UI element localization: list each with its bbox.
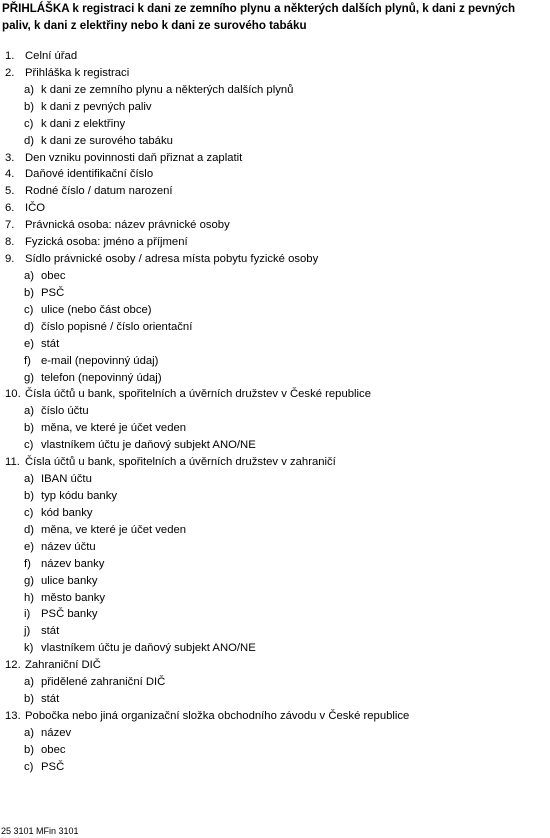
item-label: číslo účtu [41, 405, 89, 418]
item-number: 13. [5, 709, 21, 722]
item-label: stát [41, 693, 60, 706]
item-number: 6. [5, 202, 15, 215]
item-number: b) [24, 286, 35, 299]
list-subitem [0, 285, 550, 302]
item-number: 11. [5, 456, 20, 469]
item-number: 5. [5, 185, 15, 198]
item-number: d) [24, 320, 35, 333]
page-title: PŘIHLÁŠKA k registraci k dani ze zemního plynu a některých dalších plynů, k dani z pevných paliv, k dani z elektřiny nebo k dani ze surového tabáku [2, 2, 516, 32]
item-label: Právnická osoba: název právnické osoby [25, 219, 230, 232]
list-item [0, 150, 550, 167]
item-number: b) [24, 693, 35, 706]
item-number: a) [24, 473, 35, 486]
item-label: stát [41, 337, 60, 350]
item-number: c) [24, 303, 34, 316]
list-item [0, 251, 550, 268]
list-subitem [0, 505, 550, 522]
item-label: název [41, 726, 72, 739]
item-label: e-mail (nepovinný údaj) [41, 354, 159, 367]
item-number: g) [24, 371, 35, 384]
list-item [0, 65, 550, 82]
list-subitem [0, 674, 550, 691]
item-number: h) [24, 591, 35, 604]
list-item [0, 386, 550, 403]
list-subitem [0, 403, 550, 420]
list-item [0, 234, 550, 251]
list-subitem [0, 606, 550, 623]
list-item [0, 183, 550, 200]
list-item [0, 48, 550, 65]
item-label: k dani ze zemního plynu a některých dalších plynů [41, 83, 294, 96]
item-label: přidělené zahraniční DIČ [41, 676, 166, 689]
item-label: kód banky [41, 506, 93, 519]
list-item [0, 166, 550, 183]
item-label: k dani z elektřiny [41, 117, 126, 130]
item-number: a) [24, 726, 35, 739]
item-number: a) [24, 676, 35, 689]
item-number: 9. [5, 253, 15, 266]
item-label: Přihláška k registraci [25, 66, 130, 79]
item-label: Daňové identifikační číslo [25, 168, 154, 181]
item-label: Rodné číslo / datum narození [25, 185, 173, 198]
item-number: j) [24, 625, 31, 638]
item-label: číslo popisné / číslo orientační [41, 320, 193, 333]
item-number: c) [24, 439, 34, 452]
item-number: e) [24, 337, 35, 350]
item-label: PSČ [41, 286, 65, 299]
item-number: f) [24, 354, 31, 367]
list-subitem [0, 302, 550, 319]
item-number: a) [24, 405, 35, 418]
list-subitem [0, 268, 550, 285]
list-subitem [0, 556, 550, 573]
list-subitem [0, 353, 550, 370]
item-label: Celní úřad [25, 50, 78, 62]
item-number: d) [24, 134, 35, 147]
item-number: b) [24, 422, 35, 435]
item-label: PSČ banky [41, 608, 98, 621]
item-number: a) [24, 83, 35, 96]
list-subitem [0, 640, 550, 657]
item-label: Zahraniční DIČ [25, 659, 101, 672]
list-subitem [0, 437, 550, 454]
item-label: IBAN účtu [41, 473, 92, 486]
list-item [0, 708, 550, 725]
item-number: c) [24, 117, 34, 130]
list-subitem [0, 742, 550, 759]
item-number: f) [24, 557, 31, 570]
list-subitem [0, 370, 550, 387]
item-number: b) [24, 743, 35, 756]
item-number: c) [24, 760, 34, 773]
item-label: obec [41, 269, 66, 282]
list-subitem [0, 725, 550, 742]
item-label: PSČ [41, 760, 65, 773]
list-subitem [0, 539, 550, 556]
list-subitem [0, 488, 550, 505]
list-subitem [0, 133, 550, 150]
item-number: d) [24, 523, 35, 536]
item-number: 12. [5, 659, 21, 672]
list-subitem [0, 471, 550, 488]
item-number: g) [24, 574, 35, 587]
form-code-footer: 25 3101 MFin 3101 [1, 826, 79, 836]
item-number: i) [24, 608, 31, 621]
item-label: Fyzická osoba: jméno a příjmení [25, 236, 188, 249]
item-label: typ kódu banky [41, 489, 117, 502]
item-number: b) [24, 100, 35, 113]
item-number: k) [24, 642, 34, 655]
list-item [0, 454, 550, 471]
item-label: měna, ve které je účet veden [41, 422, 187, 435]
list-item [0, 200, 550, 217]
item-label: stát [41, 625, 60, 638]
item-label: název účtu [41, 540, 96, 553]
item-label: Čísla účtů u bank, spořitelních a úvěrních družstev v zahraničí [25, 456, 336, 469]
list-subitem [0, 336, 550, 353]
item-number: e) [24, 540, 35, 553]
item-number: 3. [5, 151, 15, 164]
item-label: IČO [25, 202, 46, 215]
item-number: 1. [5, 50, 15, 62]
form-field-list [0, 48, 550, 776]
item-number: a) [24, 269, 35, 282]
item-number: 4. [5, 168, 15, 181]
item-number: 7. [5, 219, 15, 232]
list-subitem [0, 590, 550, 607]
list-subitem [0, 319, 550, 336]
item-label: ulice banky [41, 574, 98, 587]
item-number: c) [24, 506, 34, 519]
list-subitem [0, 623, 550, 640]
list-subitem [0, 691, 550, 708]
item-label: Pobočka nebo jiná organizační složka obchodního závodu v České republice [25, 709, 410, 722]
item-label: Čísla účtů u bank, spořitelních a úvěrních družstev v České republice [25, 388, 371, 401]
item-label: vlastníkem účtu je daňový subjekt ANO/NE [41, 642, 256, 655]
list-item [0, 217, 550, 234]
item-label: ulice (nebo část obce) [41, 303, 152, 316]
item-label: k dani z pevných paliv [41, 100, 152, 113]
list-subitem [0, 116, 550, 133]
list-subitem [0, 420, 550, 437]
item-label: Sídlo právnické osoby / adresa místa pobytu fyzické osoby [25, 253, 319, 266]
item-label: k dani ze surového tabáku [41, 134, 173, 147]
item-label: obec [41, 743, 66, 756]
item-number: 10. [5, 388, 21, 401]
list-item [0, 657, 550, 674]
list-subitem [0, 759, 550, 776]
item-label: název banky [41, 557, 105, 570]
item-label: měna, ve které je účet veden [41, 523, 187, 536]
item-number: 2. [5, 66, 15, 79]
list-subitem [0, 573, 550, 590]
list-subitem [0, 82, 550, 99]
item-number: 8. [5, 236, 15, 249]
item-label: město banky [41, 591, 106, 604]
item-number: b) [24, 489, 35, 502]
list-subitem [0, 522, 550, 539]
item-label: vlastníkem účtu je daňový subjekt ANO/NE [41, 439, 256, 452]
item-label: Den vzniku povinnosti daň přiznat a zaplatit [25, 151, 243, 164]
item-label: telefon (nepovinný údaj) [41, 371, 162, 384]
list-subitem [0, 99, 550, 116]
